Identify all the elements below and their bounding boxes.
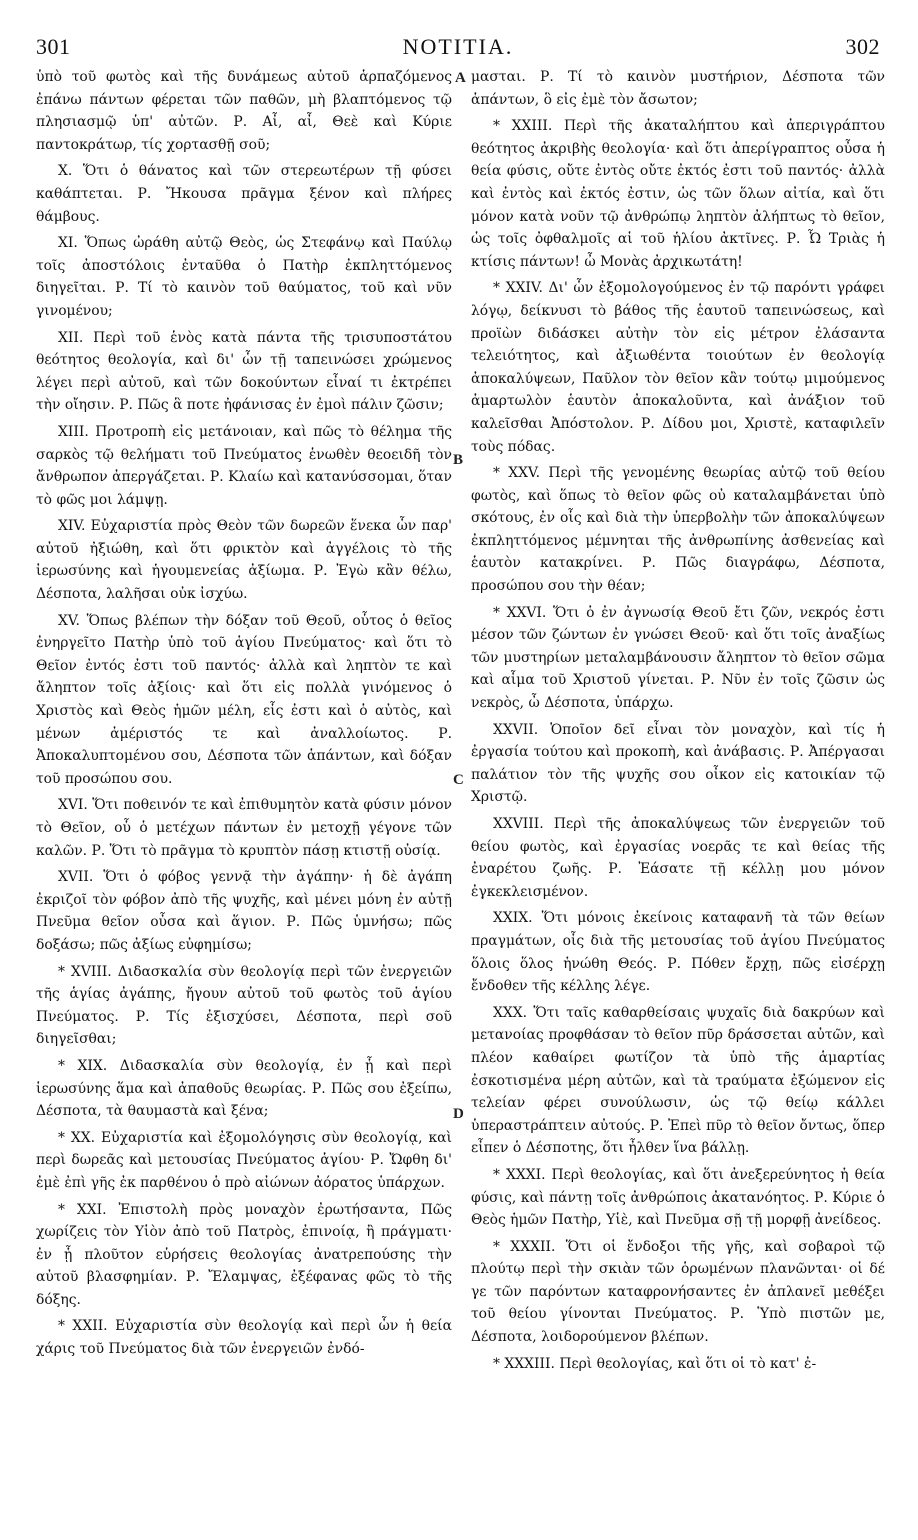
margin-marker-d: D [453, 1106, 464, 1122]
paragraph: XI. Ὅπως ὠράθη αὐτῷ Θεὸς, ὡς Στεφάνῳ καὶ Παύλῳ τοῖς ἀποστόλοις ἐνταῦθα ὁ Πατὴρ ἐκπληττόμενος διηγεῖται. Ρ. Τί τὸ καινὸν τοῦ θαύματος, τοῦ καὶ νῦν γινομένου; [36, 235, 452, 319]
left-page-number: 301 [36, 34, 71, 59]
margin-marker-a: A [455, 70, 466, 86]
paragraph: * XXIV. Δι' ὧν ἐξομολογούμενος ἐν τῷ παρόντι γράφει λόγῳ, δείκνυσι τὸ βάθος τῆς ἑαυτοῦ ταπεινώσεως, καὶ προϊὼν διδάσκει αὐτὴν τὸν εἰς μέτρον ἐλάσαντα τελειότητος, καὶ ἀξιωθέντα τοιούτων ἐν θεολογίᾳ ἀποκαλύψεων, Παῦλον τὸν θεῖον κἂν τούτῳ μιμούμενος ἁμαρτωλὸν ἑαυτὸν ἀποκαλοῦντα, καὶ ἀνάξιον τοῦ καλεῖσθαι Ἀπόστολον. Ρ. Δίδου μοι, Χριστὲ, καταφιλεῖν τοὺς πόδας. [471, 280, 885, 455]
paragraph: * XVIII. Διδασκαλία σὺν θεολογίᾳ περὶ τῶν ἐνεργειῶν τῆς ἁγίας ἀγάπης, ἤγουν αὐτοῦ τοῦ φωτὸς τοῦ ἁγίου Πνεύματος. Ρ. Τίς ἐξισχύσει, Δέσποτα, περὶ σοῦ διηγεῖσθαι; [36, 963, 452, 1048]
paragraph: XIV. Εὐχαριστία πρὸς Θεὸν τῶν δωρεῶν ἕνεκα ὧν παρ' αὐτοῦ ἠξιώθη, καὶ ὅτι φρικτὸν καὶ ἀγγέλοις τὸ τῆς ἱερωσύνης καὶ ἡγουμενείας ἀξίωμα. Ρ. Ἐγὼ κἂν θέλω, Δέσποτα, λαλῆσαι οὐκ ἰσχύω. [36, 518, 452, 603]
paragraph: * XXXI. Περὶ θεολογίας, καὶ ὅτι ἀνεξερεύνητος ἡ θεία φύσις, καὶ πάντῃ τοῖς ἀνθρώποις ἀκατανόητος. Ρ. Κύριε ὁ Θεὸς ἡμῶν Πατὴρ, Υἱὲ, καὶ Πνεῦμα σῇ τῇ μορφῇ ἀνείδεος. [471, 1166, 885, 1229]
paragraph: X. Ὅτι ὁ θάνατος καὶ τῶν στερεωτέρων τῇ φύσει καθάπτεται. Ρ. Ἤκουσα πρᾶγμα ξένον καὶ πλήρες θάμβους. [36, 163, 452, 225]
paragraph: * XXXII. Ὅτι οἱ ἔνδοξοι τῆς γῆς, καὶ σοβαροὶ τῷ πλούτῳ περὶ τὴν σκιὰν τῶν ὁρωμένων πλανῶνται· οἱ δέ γε τῶν παρόντων καταφρονήσαντες ἐν ἀπλανεῖ μεθέξει τοῦ θείου γίνονται Πνεύματος. Ρ. Ὑπὸ πιστῶν με, Δέσποτα, λοιδορούμενον βλέπων. [471, 1238, 885, 1346]
paragraph: * XXXIII. Περὶ θεολογίας, καὶ ὅτι οἱ τὸ κατ' ἐ- [493, 1355, 817, 1372]
paragraph: * XXIII. Περὶ τῆς ἀκαταλήπτου καὶ ἀπεριγράπτου θεότητος ἀκριβὴς θεολογία· καὶ ὅτι ἀπερίγραπτος οὖσα ἡ θεία φύσις, οὔτε ἐντὸς οὔτε ἐκτός ἐστι τοῦ παντός· ἀλλὰ καὶ ἐντὸς καὶ ἐκτός ἐστιν, ὡς τῶν ὅλων αἰτία, καὶ ὅτι μόνον κατὰ νοῦν τῷ ἀνθρώπῳ ληπτὸν ἀλήπτως τὸ θεῖον, ὡς τοῖς ὀφθαλμοῖς αἱ τοῦ ἡλίου ἀκτῖνες. Ρ. Ὦ Τριὰς ἡ κτίσις πάντων! ὦ Μονὰς ἀρχικωτάτη! [471, 118, 885, 270]
paragraph: * XXV. Περὶ τῆς γενομένης θεωρίας αὐτῷ τοῦ θείου φωτὸς, καὶ ὅπως τὸ θεῖον φῶς οὐ καταλαμβάνεται ὑπὸ σκότους, ἐν οἷς καὶ διὰ τὴν ὑπερβολὴν τῶν ἀποκαλύψεων ἐκπληττόμενος μέμνηται τῆς ἀνθρωπίνης ἀσθενείας καὶ ἑαυτὸν κατακρίνει. Ρ. Πῶς διαγράφω, Δέσποτα, προσώπου σου τὴν θέαν; [471, 465, 885, 595]
paragraph: XVI. Ὅτι ποθεινόν τε καὶ ἐπιθυμητὸν κατὰ φύσιν μόνον τὸ Θεῖον, οὗ ὁ μετέχων πάντων ἐν μετοχῇ γέγονε τῶν καλῶν. Ρ. Ὅτι τὸ πρᾶγμα τὸ κρυπτὸν πάσῃ κτιστῇ οὐσίᾳ. [36, 797, 452, 859]
right-column [471, 66, 885, 1375]
paragraph: ὑπὸ τοῦ φωτὸς καὶ τῆς δυνάμεως αὐτοῦ ἁρπαζόμενος ἐπάνω πάντων φέρεται τῶν παθῶν, μὴ βλαπτόμενος τῷ πλησιασμῷ ὑπ' αὐτῶν. Ρ. Αἶ, αἶ, Θεὲ καὶ Κύριε παντοκράτωρ, τίς χορτασθῇ σοῦ; [36, 69, 452, 153]
paragraph: μασται. Ρ. Τί τὸ καινὸν μυστήριον, Δέσποτα τῶν ἁπάντων, ὃ εἰς ἐμὲ τὸν ἄσωτον; [471, 69, 885, 108]
right-page-number: 302 [845, 34, 880, 59]
paragraph: * XX. Εὐχαριστία καὶ ἐξομολόγησις σὺν θεολογίᾳ, καὶ περὶ δωρεᾶς καὶ μετουσίας Πνεύματος ἁγίου· Ρ. Ὤφθη δι' ἐμὲ ἐπὶ γῆς ἐκ παρθένου ὁ πρὸ αἰώνων ἀόρατος ὑπάρχων. [36, 1129, 452, 1191]
paragraph: XXVIII. Περὶ τῆς ἀποκαλύψεως τῶν ἐνεργειῶν τοῦ θείου φωτὸς, καὶ ἐργασίας νοερᾶς τε καὶ θείας τῆς ἐναρέτου ζωῆς. Ρ. Ἐάσατε τῇ κέλλῃ μου μόνον ἐγκεκλεισμένον. [471, 816, 885, 900]
paragraph: XVII. Ὅτι ὁ φόβος γεννᾷ τὴν ἀγάπην· ἡ δὲ ἀγάπη ἐκριζοῖ τὸν φόβον ἀπὸ τῆς ψυχῆς, καὶ μένει μόνη ἐν αὐτῇ Πνεῦμα θεῖον οὖσα καὶ ἅγιον. Ρ. Πῶς ὑμνήσω; πῶς δοξάσω; πῶς ἀξίως εὐφημίσω; [36, 869, 452, 953]
paragraph: * XXVI. Ὅτι ὁ ἐν ἀγνωσίᾳ Θεοῦ ἔτι ζῶν, νεκρός ἐστι μέσον τῶν ζώντων ἐν γνώσει Θεοῦ· καὶ ὅτι τοῖς ἀναξίως τῶν μυστηρίων μεταλαμβάνουσιν ἄληπτον τὸ θεῖον σῶμα καὶ αἷμα τοῦ Χριστοῦ γίνεται. Ρ. Νῦν ἐν τοῖς ζῶσιν ὡς νεκρὸς, ὦ Δέσποτα, ὑπάρχω. [471, 604, 885, 712]
paragraph: XIII. Προτροπὴ εἰς μετάνοιαν, καὶ πῶς τὸ θέλημα τῆς σαρκὸς τῷ θελήματι τοῦ Πνεύματος ἑνωθὲν θεοειδῆ τὸν ἄνθρωπον ἀπεργάζεται. Ρ. Κλαίω καὶ κατανύσσομαι, ὅταν τὸ φῶς μοι λάμψῃ. [36, 423, 452, 508]
margin-marker-b: B [453, 452, 464, 468]
paragraph: XXIX. Ὅτι μόνοις ἐκείνοις καταφανῆ τὰ τῶν θείων πραγμάτων, οἷς διὰ τῆς μετουσίας τοῦ ἁγίου Πνεύματος ὅλοις ὅλος ἡνώθη Θεός. Ρ. Πόθεν ἔρχῃ, πῶς εἰσέρχῃ ἔνδοθεν τῆς κέλλης λέγε. [471, 910, 885, 995]
paragraph: XV. Ὅπως βλέπων τὴν δόξαν τοῦ Θεοῦ, οὗτος ὁ θεῖος ἐνηργεῖτο Πατὴρ ὑπὸ τοῦ ἁγίου Πνεύματος· καὶ ὅτι τὸ Θεῖον ἐντός ἐστι τοῦ παντός· ἀλλὰ καὶ ληπτὸν τε καὶ ἄληπτον τοῖς ἀξίοις· καὶ ὅτι εἰς πολλὰ γινόμενος ὁ Χριστὸς καὶ Θεὸς ἡμῶν μέλη, εἷς ἐστι καὶ ὁ αὐτὸς, καὶ μένων ἀμέριστός τε καὶ ἀναλλοίωτος. Ρ. Ἀποκαλυπτομένου σου, Δέσποτα τῶν ἁπάντων, καὶ δόξαν τοῦ προσώπου σου. [36, 612, 452, 787]
margin-marker-c: C [453, 772, 464, 788]
paragraph: * XXII. Εὐχαριστία σὺν θεολογίᾳ καὶ περὶ ὧν ἡ θεία χάρις τοῦ Πνεύματος διὰ τῶν ἐνεργειῶν ἐνδό- [36, 1318, 452, 1358]
paragraph: * XXI. Ἐπιστολὴ πρὸς μοναχὸν ἐρωτήσαντα, Πῶς χωρίζεις τὸν Υἱὸν ἀπὸ τοῦ Πατρὸς, ἐπινοίᾳ, ἢ πράγματι· ἐν ᾗ πλοῦτον εὑρήσεις θεολογίας ἀνατρεπούσης τὴν αὐτοῦ βλασφημίαν. Ρ. Ἔλαμψας, ἐξέφανας φῶς τὸ τῆς δόξης. [36, 1201, 452, 1308]
paragraph: XXX. Ὅτι ταῖς καθαρθείσαις ψυχαῖς διὰ δακρύων καὶ μετανοίας προφθάσαν τὸ θεῖον πῦρ δράσσεται αὐτῶν, καὶ πλέον καθαίρει φωτίζον τὰ ὑπὸ τῆς ἁμαρτίας ἐσκοτισμένα μέρη αὐτῶν, καὶ τὰ τραύματα ἐξώμενον εἰς τελείαν φέρει συνούλωσιν, ὡς τῷ θείῳ κάλλει ὑπεραστράπτειν αὐτούς. Ρ. Ἐπεὶ πῦρ τὸ θεῖον ὄντως, ὅπερ εἶπεν ὁ Δέσποτης, ὅτι ἦλθεν ἵνα βάλλῃ. [471, 1004, 885, 1157]
running-header [36, 34, 880, 62]
left-column [36, 66, 452, 1361]
paragraph: XXVII. Ὁποῖον δεῖ εἶναι τὸν μοναχὸν, καὶ τίς ἡ ἐργασία τούτου καὶ προκοπὴ, καὶ ἀνάβασις. Ρ. Ἀπέργασαι παλάτιον τὸν τῆς ψυχῆς σου οἶκον εἰς κατοικίαν τῷ Χριστῷ. [471, 721, 885, 806]
paragraph: XII. Περὶ τοῦ ἑνὸς κατὰ πάντα τῆς τρισυποστάτου θεότητος θεολογία, καὶ δι' ὧν τῇ ταπεινώσει χρώμενος λέγει περὶ αὐτοῦ, καὶ τῶν δοκούντων εἶναί τι ἐκτρέπει τὴν οἴησιν. Ρ. Πῶς ἃ ποτε ἠφάνισας ἐν ἐμοὶ πάλιν ζῶσιν; [36, 329, 452, 414]
running-title: NOTITIA. [402, 34, 514, 59]
paragraph: * XIX. Διδασκαλία σὺν θεολογίᾳ, ἐν ᾗ καὶ περὶ ἱερωσύνης ἅμα καὶ ἀπαθοῦς θεωρίας. Ρ. Πῶς σου ἐξείπω, Δέσποτα, τὰ θαυμαστὰ καὶ ξένα; [36, 1057, 452, 1120]
